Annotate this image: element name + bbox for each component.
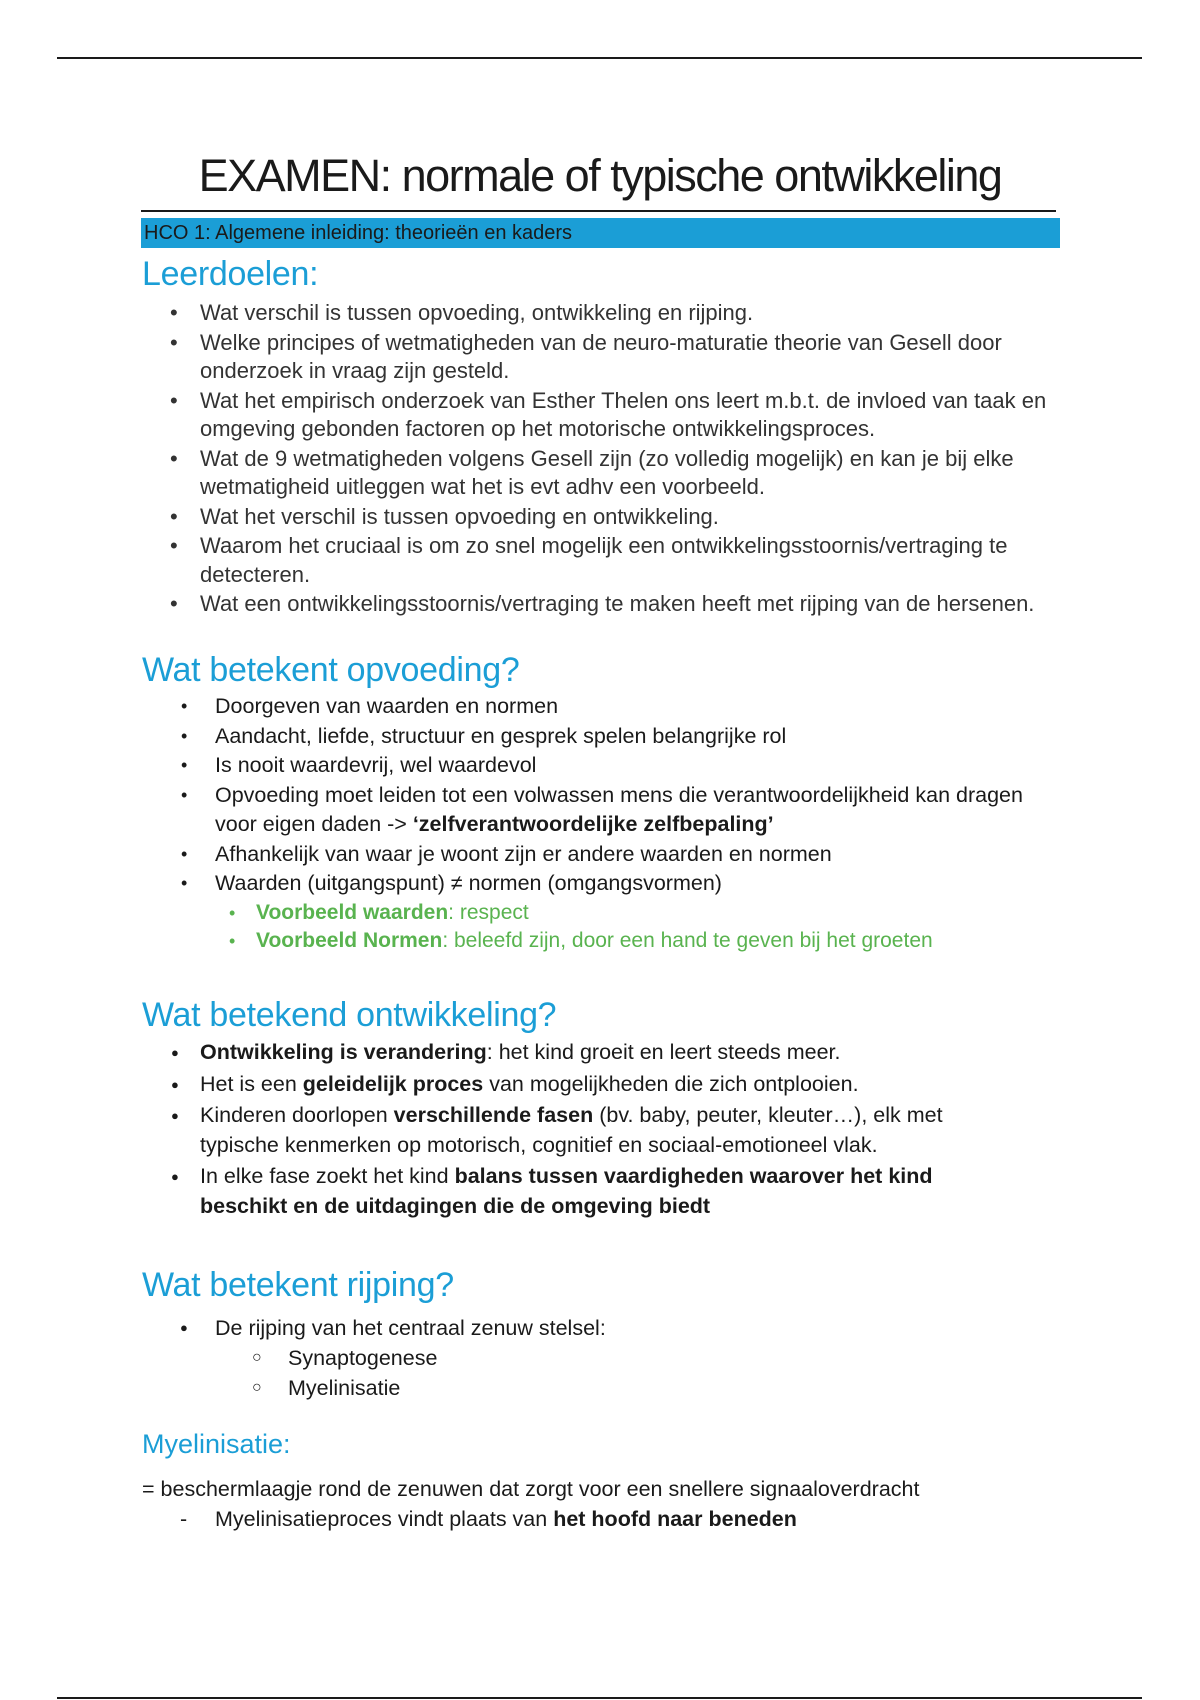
heading-ontwikkeling: Wat betekend ontwikkeling? <box>142 996 557 1034</box>
heading-rijping: Wat betekent rijping? <box>142 1266 454 1304</box>
bottom-rule <box>57 1697 1142 1699</box>
list-item: • Waarden (uitgangspunt) ≠ normen (omgangsvormen) <box>0 869 1200 899</box>
list-item: • Wat verschil is tussen opvoeding, ontwikkeling en rijping. <box>0 299 1200 328</box>
rijping-sublist <box>0 1343 1200 1403</box>
example-label: Voorbeeld Normen <box>256 928 443 952</box>
item-bold: verschillende fasen <box>393 1103 594 1127</box>
sub-item: ○ Synaptogenese <box>0 1343 1200 1373</box>
example-item <box>0 927 1200 955</box>
opvoeding-list <box>0 692 1200 899</box>
sub-item: ○ Myelinisatie <box>0 1373 1200 1403</box>
list-item: • Wat het empirisch onderzoek van Esther Thelen ons leert m.b.t. de invloed van taak en omgeving gebonden factoren op het motorische ontwikkelingsproces. <box>0 387 1200 444</box>
dash-item <box>0 1504 1200 1534</box>
example-label: Voorbeeld waarden <box>256 900 449 924</box>
heading-opvoeding: Wat betekent opvoeding? <box>142 651 520 689</box>
item-text: : het kind groeit en leert steeds meer. <box>486 1040 841 1064</box>
item-bold: Ontwikkeling is verandering <box>200 1040 487 1064</box>
list-item: • Is nooit waardevrij, wel waardevol <box>0 751 1200 781</box>
section-rijping <box>0 1263 1200 1403</box>
page-title: EXAMEN: normale of typische ontwikkeling <box>198 150 1002 201</box>
list-item <box>0 1101 1200 1160</box>
item-text: (bv. baby, peuter, kleuter…), elk met typische kenmerken op motorisch, cognitief en sociaal-emotioneel vlak. <box>200 1103 943 1157</box>
list-item <box>0 1038 1200 1068</box>
list-item <box>0 781 1200 840</box>
item-bold: geleidelijk proces <box>302 1071 484 1096</box>
item-bold: ‘zelfverantwoordelijke zelfbepaling’ <box>412 812 774 836</box>
item-text: Opvoeding moet leiden tot een volwassen mens die verantwoordelijkheid kan dragen voor eigen daden -> <box>215 782 1023 836</box>
item-bold: het hoofd naar beneden <box>553 1507 797 1531</box>
item-bold: balans tussen vaardigheden waarover het kind beschikt en de uitdagingen die de omgeving biedt <box>200 1164 933 1218</box>
item-text: Het is een <box>200 1071 303 1096</box>
opvoeding-examples <box>0 899 1200 955</box>
leerdoelen-list <box>0 299 1200 619</box>
section-leerdoelen <box>0 252 1200 620</box>
ontwikkeling-list <box>0 1038 1200 1221</box>
list-item <box>0 1070 1200 1100</box>
list-item: • Wat een ontwikkelingsstoornis/vertraging te maken heeft met rijping van de hersenen. <box>0 590 1200 619</box>
example-item <box>0 899 1200 927</box>
heading-myelinisatie: Myelinisatie: <box>142 1429 291 1459</box>
list-item: • Wat het verschil is tussen opvoeding en ontwikkeling. <box>0 503 1200 532</box>
myelinisatie-definition: = beschermlaagje rond de zenuwen dat zorgt voor een snellere signaaloverdracht <box>142 1477 920 1501</box>
list-item: • Afhankelijk van waar je woont zijn er andere waarden en normen <box>0 840 1200 870</box>
section-ontwikkeling <box>0 993 1200 1223</box>
item-text: In elke fase zoekt het kind <box>200 1164 455 1188</box>
item-text: Myelinisatieproces vindt plaats van <box>215 1507 554 1531</box>
section-myelinisatie <box>0 1426 1200 1534</box>
list-item: • Waarom het cruciaal is om zo snel mogelijk een ontwikkelingsstoornis/vertraging te detecteren. <box>0 532 1200 589</box>
chapter-banner: HCO 1: Algemene inleiding: theorieën en kaders <box>141 218 1060 248</box>
section-opvoeding <box>0 648 1200 955</box>
list-item: • Welke principes of wetmatigheden van de neuro-maturatie theorie van Gesell door onderzoek in vraag zijn gesteld. <box>0 329 1200 386</box>
title-underline <box>141 210 1056 212</box>
top-rule <box>57 57 1142 59</box>
item-text: Kinderen doorlopen <box>200 1103 394 1127</box>
myelinisatie-list <box>0 1504 1200 1534</box>
rijping-list <box>0 1313 1200 1343</box>
list-item: • Wat de 9 wetmatigheden volgens Gesell zijn (zo volledig mogelijk) en kan je bij elke wetmatigheid uitleggen wat het is evt adhv een voorbeeld. <box>0 445 1200 502</box>
list-item <box>0 1162 1200 1221</box>
item-text: van mogelijkheden die zich ontplooien. <box>483 1071 859 1096</box>
heading-leerdoelen: Leerdoelen: <box>142 255 319 293</box>
example-text: : beleefd zijn, door een hand te geven bij het groeten <box>442 928 933 952</box>
list-item: • Aandacht, liefde, structuur en gesprek spelen belangrijke rol <box>0 722 1200 752</box>
list-item: ● De rijping van het centraal zenuw stelsel: <box>0 1313 1200 1343</box>
list-item: • Doorgeven van waarden en normen <box>0 692 1200 722</box>
example-text: : respect <box>448 900 529 924</box>
